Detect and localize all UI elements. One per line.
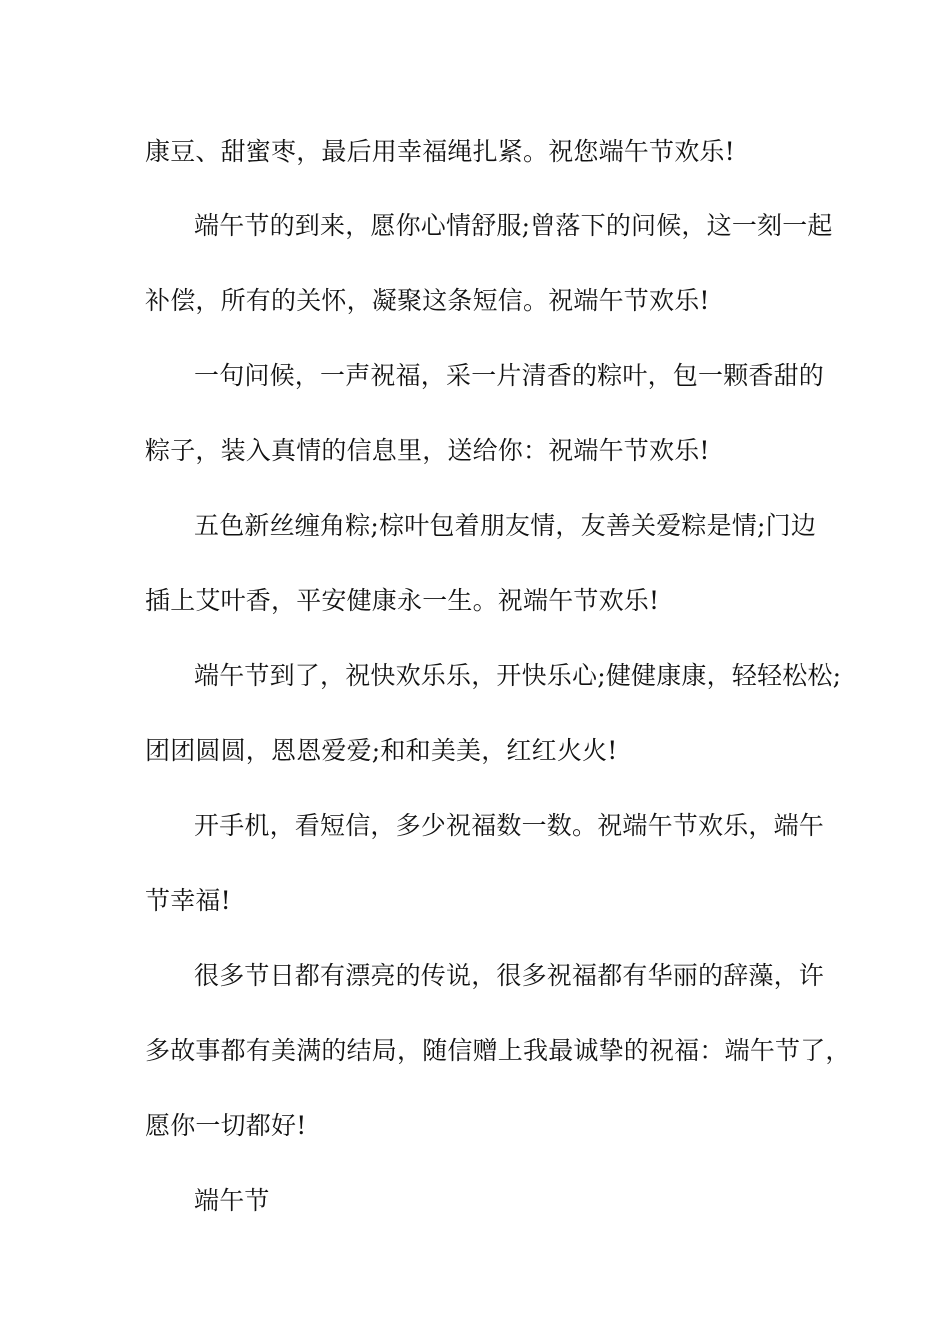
paragraph-first-line: 很多节日都有漂亮的传说，很多祝福都有华丽的辞藻，许: [194, 961, 825, 990]
paragraph-first-line: 端午节的到来，愿你心情舒服;曾落下的问候，这一刻一起: [194, 211, 833, 240]
text-line: 节幸福!: [145, 886, 231, 915]
text-line: 多故事都有美满的结局，随信赠上我最诚挚的祝福：端午节了，: [145, 1036, 851, 1065]
text-line: 愿你一切都好!: [145, 1111, 307, 1140]
text-line: 康豆、甜蜜枣，最后用幸福绳扎紧。祝您端午节欢乐!: [145, 137, 735, 166]
text-line: 团团圆圆，恩恩爱爱;和和美美，红红火火!: [145, 736, 618, 765]
paragraph-first-line: 端午节到了，祝快欢乐乐，开快乐心;健健康康，轻轻松松;: [194, 661, 842, 690]
section-heading: 端午节: [194, 1186, 270, 1215]
paragraph-first-line: 开手机，看短信，多少祝福数一数。祝端午节欢乐，端午: [194, 811, 825, 840]
paragraph-first-line: 一句问候，一声祝福，采一片清香的粽叶，包一颗香甜的: [194, 361, 825, 390]
text-line: 插上艾叶香，平安健康永一生。祝端午节欢乐!: [145, 586, 660, 615]
text-line: 补偿，所有的关怀，凝聚这条短信。祝端午节欢乐!: [145, 286, 710, 315]
paragraph-first-line: 五色新丝缠角粽;棕叶包着朋友情，友善关爱粽是情;门边: [194, 511, 817, 540]
text-line: 粽子，装入真情的信息里，送给你：祝端午节欢乐!: [145, 436, 710, 465]
